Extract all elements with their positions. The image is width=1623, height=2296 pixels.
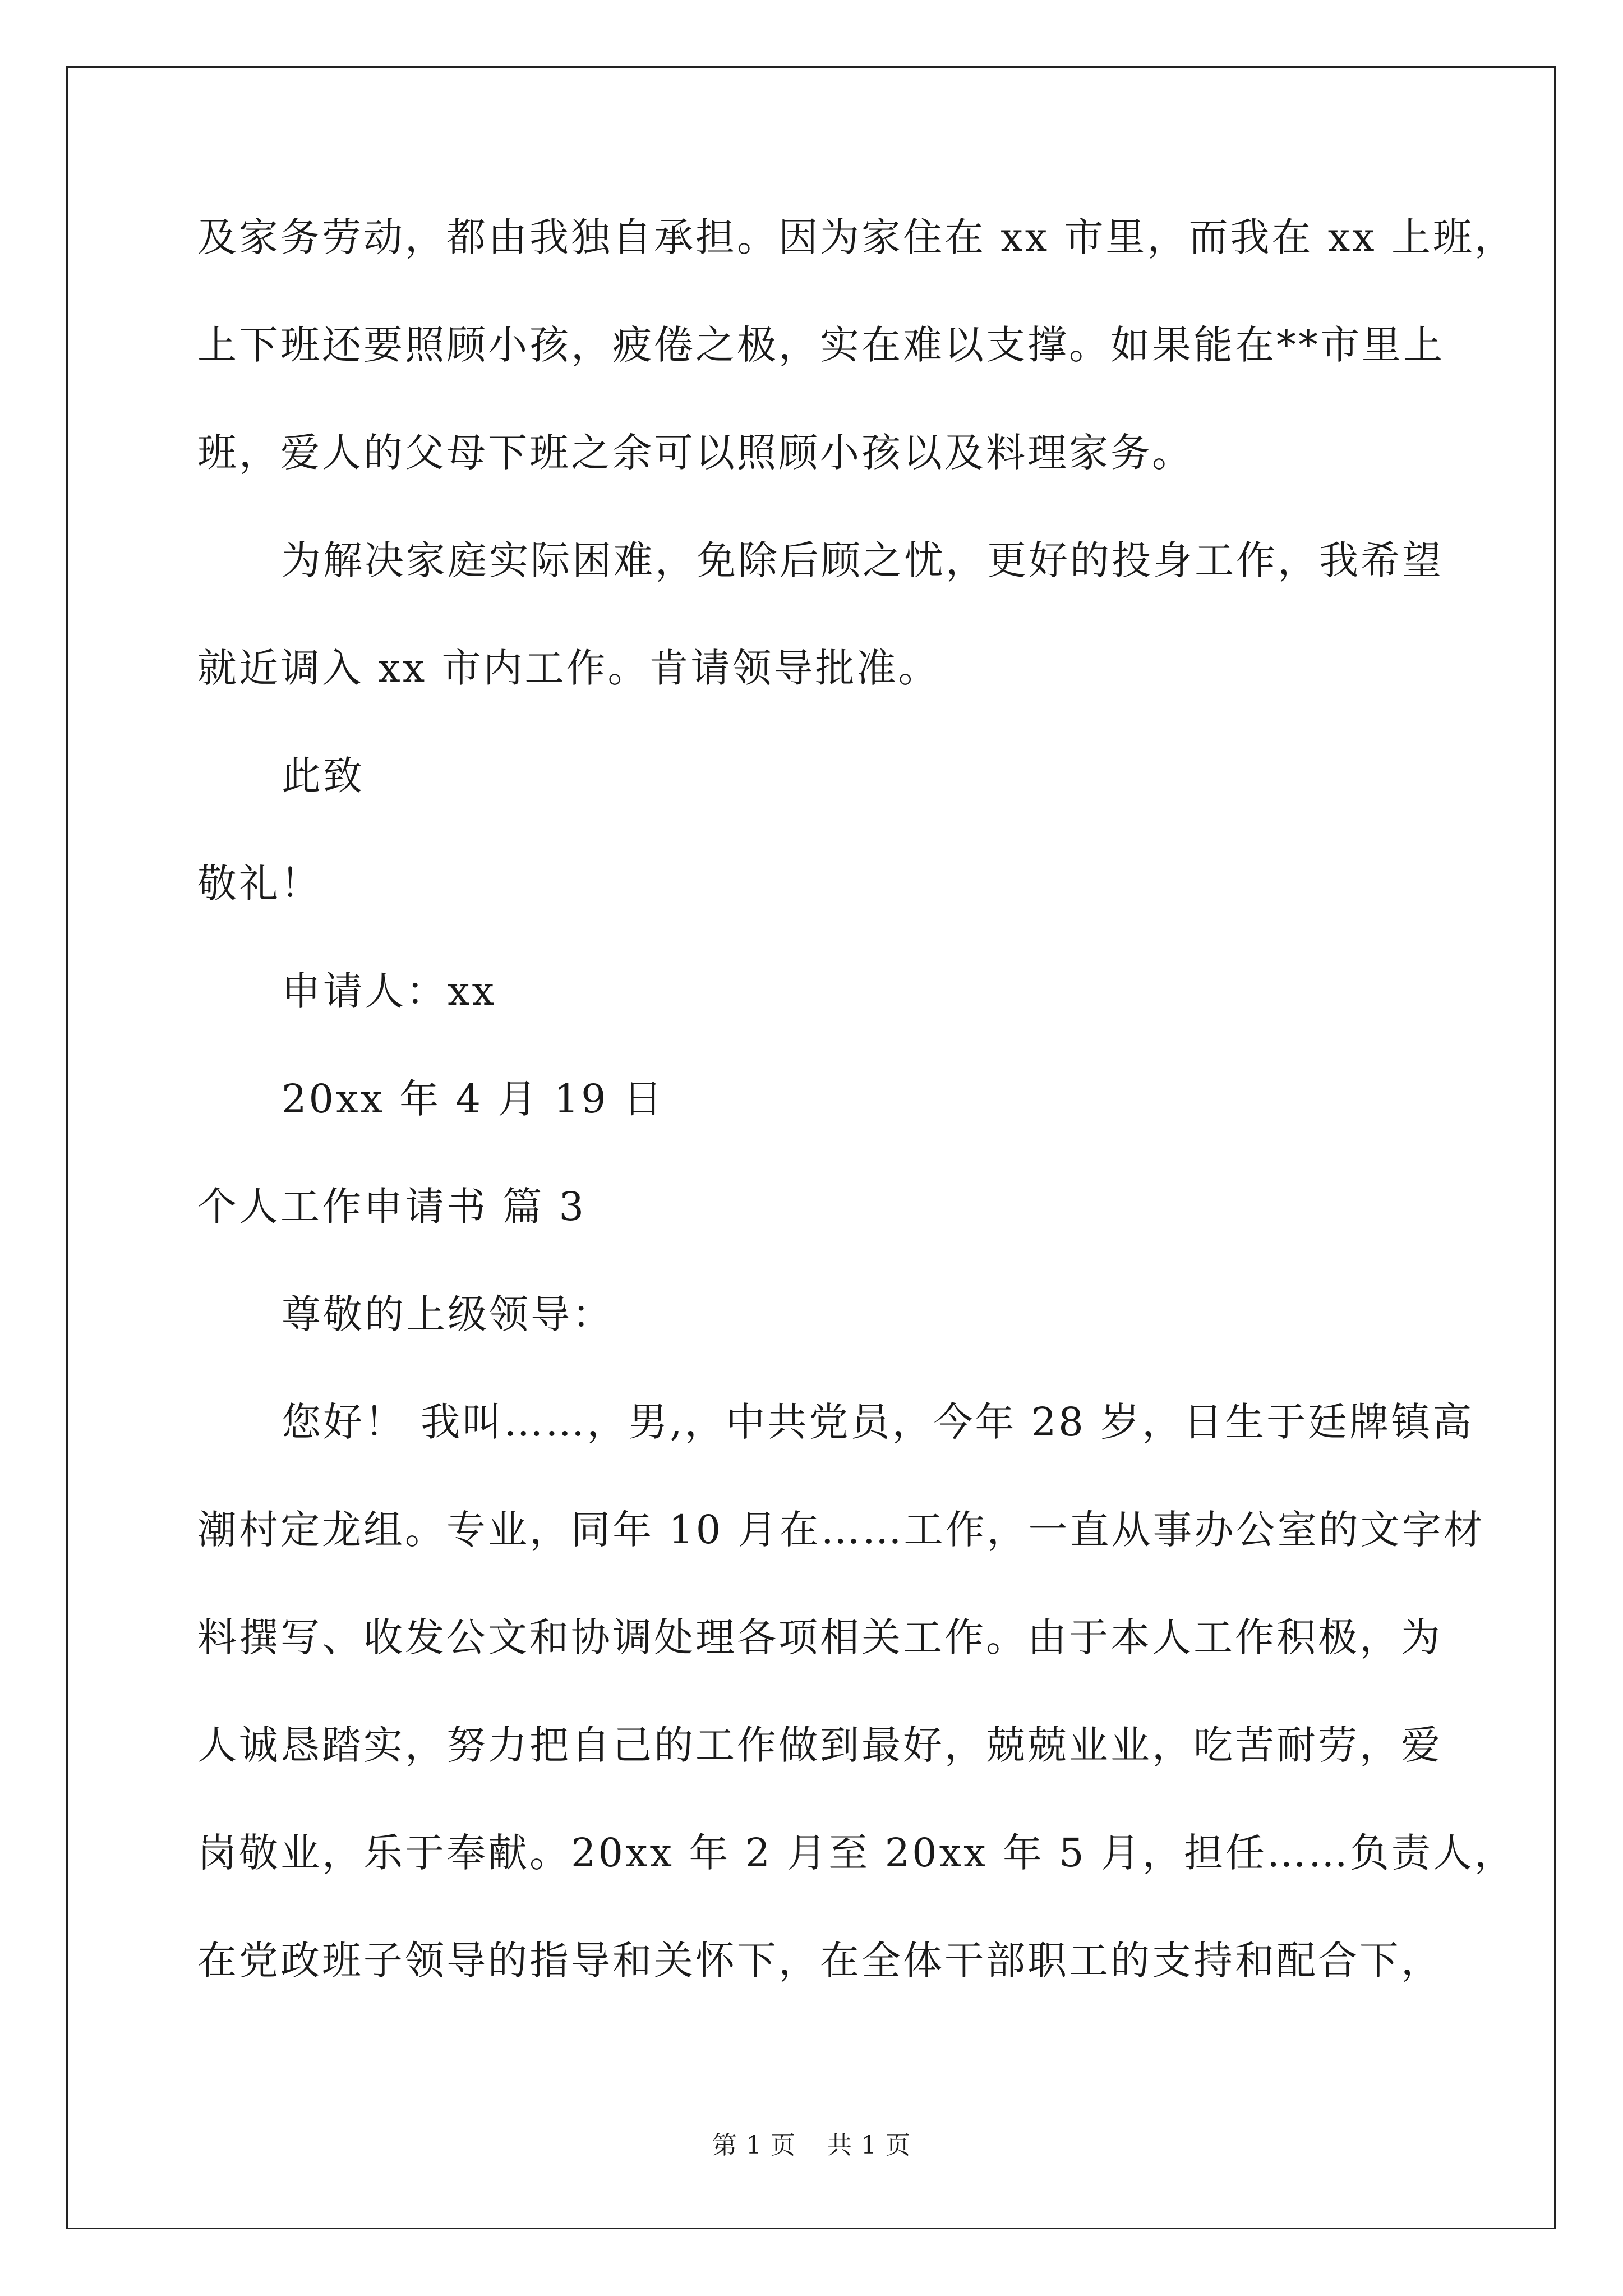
text-line: 上下班还要照顾小孩，疲倦之极，实在难以支撑。如果能在**市里上 bbox=[197, 322, 1445, 368]
document-date: 20xx 年 4 月 19 日 bbox=[282, 1076, 665, 1122]
text-line: 岗敬业，乐于奉献。20xx 年 2 月至 20xx 年 5 月，担任……负责人， bbox=[197, 1830, 1516, 1876]
text-line: 料撰写、收发公文和协调处理各项相关工作。由于本人工作积极，为 bbox=[197, 1614, 1442, 1660]
text-line: 为解决家庭实际困难，免除后顾之忧，更好的投身工作，我希望 bbox=[282, 537, 1444, 583]
closing-respect: 敬礼！ bbox=[197, 861, 322, 907]
document-body bbox=[197, 214, 1516, 2049]
text-line: 您好！ 我叫……，男,，中共党员，今年 28 岁，日生于廷牌镇高 bbox=[282, 1399, 1474, 1445]
text-line: 及家务劳动，都由我独自承担。因为家住在 xx 市里，而我在 xx 上班， bbox=[197, 214, 1516, 260]
text-line: 在党政班子领导的指导和关怀下，在全体干部职工的支持和配合下， bbox=[197, 1938, 1442, 1984]
greeting: 尊敬的上级领导： bbox=[282, 1291, 614, 1337]
text-line: 潮村定龙组。专业，同年 10 月在……工作，一直从事办公室的文字材 bbox=[197, 1507, 1485, 1553]
page-number-total: 共 1 页 bbox=[827, 2131, 911, 2160]
text-line: 人诚恳踏实，努力把自己的工作做到最好，兢兢业业，吃苦耐劳，爱 bbox=[197, 1722, 1442, 1768]
closing-salutation: 此致 bbox=[282, 753, 365, 799]
page-footer bbox=[0, 2132, 1623, 2160]
page-number-current: 第 1 页 bbox=[712, 2131, 796, 2160]
text-line: 班，爱人的父母下班之余可以照顾小孩以及料理家务。 bbox=[197, 430, 1193, 476]
section-title: 个人工作申请书 篇 3 bbox=[197, 1184, 587, 1230]
text-line: 就近调入 xx 市内工作。肯请领导批准。 bbox=[197, 645, 940, 691]
applicant-signature: 申请人：xx bbox=[282, 968, 496, 1014]
